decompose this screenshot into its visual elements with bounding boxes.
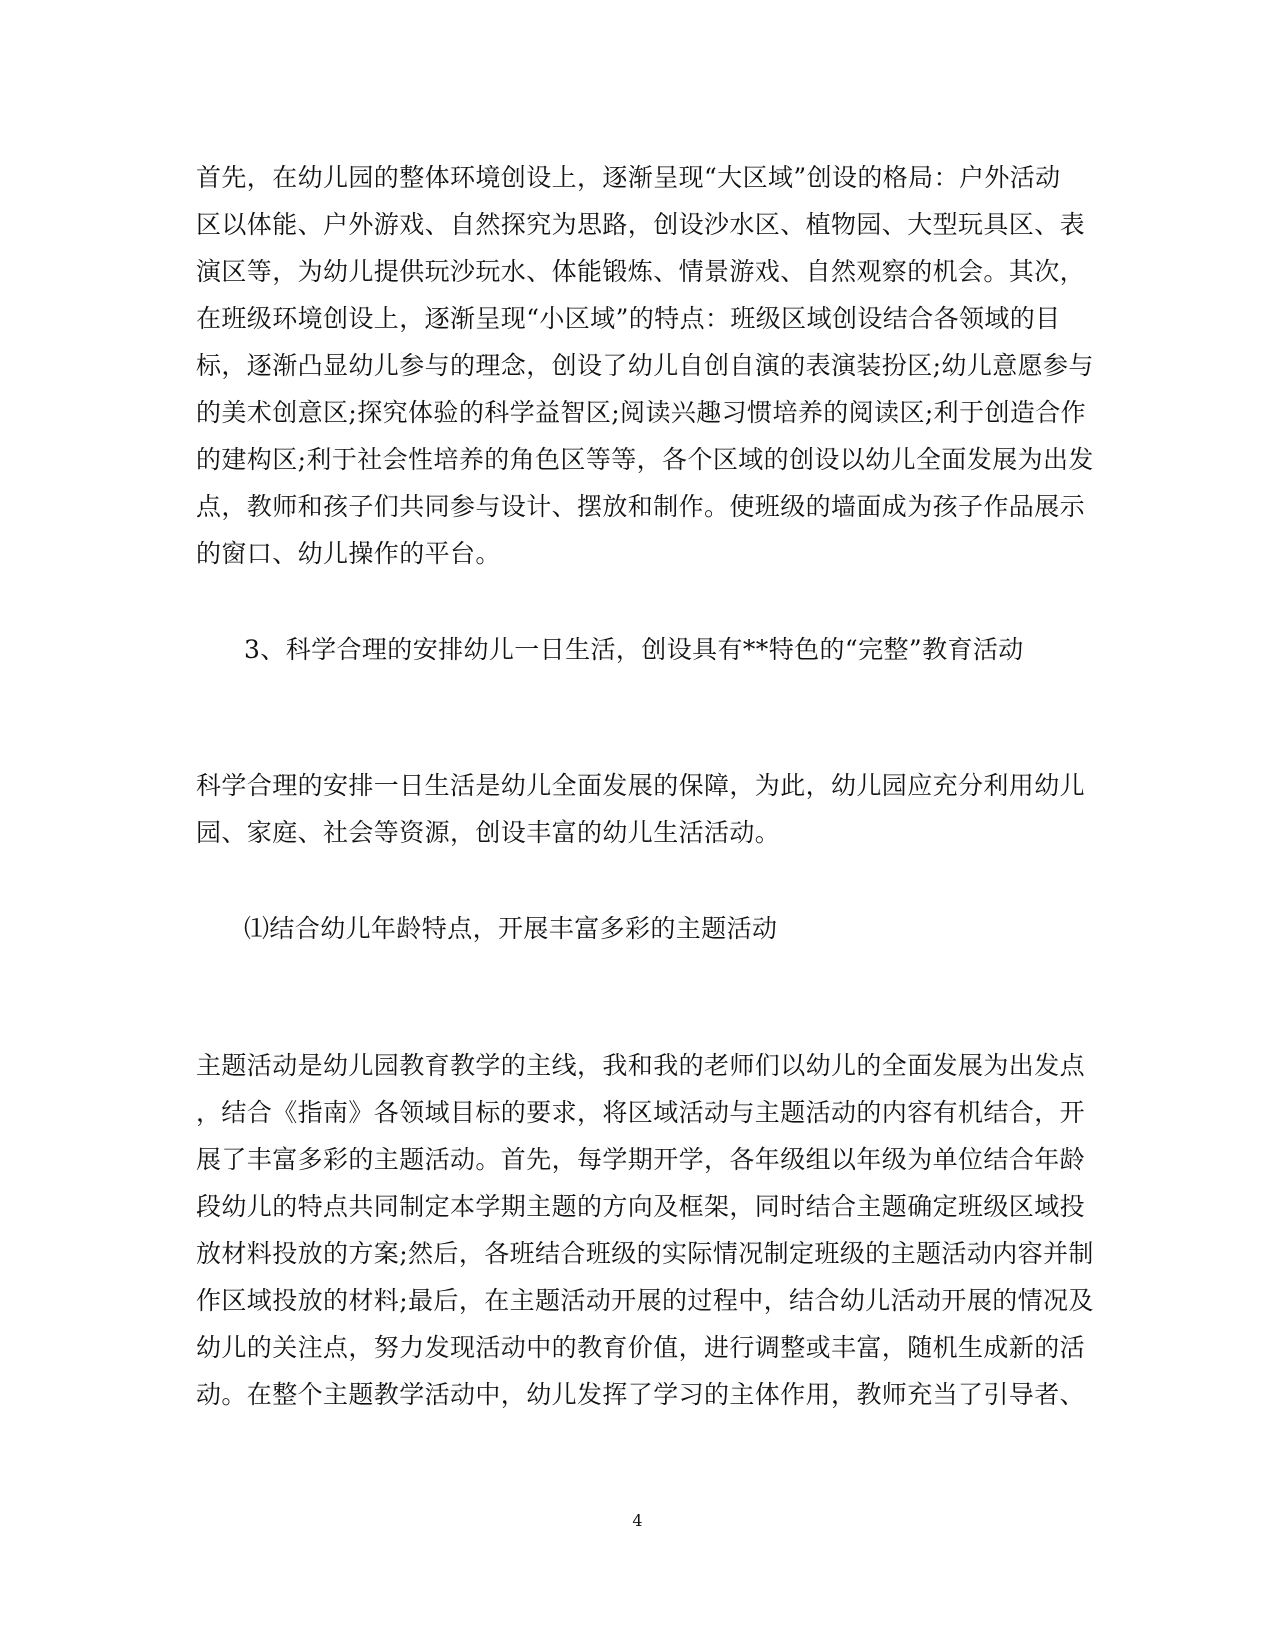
text-line: ，结合《指南》各领域目标的要求，将区域活动与主题活动的内容有机结合，开 <box>196 1098 1086 1127</box>
text-line: 区以体能、户外游戏、自然探究为思路，创设沙水区、植物园、大型玩具区、表 <box>196 210 1086 239</box>
text-line: 的美术创意区;探究体验的科学益智区;阅读兴趣习惯培养的阅读区;利于创造合作 <box>196 398 1087 427</box>
text-line: 科学合理的安排一日生活是幼儿全面发展的保障，为此，幼儿园应充分利用幼儿 <box>196 771 1086 800</box>
text-line: 动。在整个主题教学活动中，幼儿发挥了学习的主体作用，教师充当了引导者、 <box>196 1380 1086 1409</box>
text-line: 标，逐渐凸显幼儿参与的理念，创设了幼儿自创自演的表演装扮区;幼儿意愿参与 <box>196 351 1094 380</box>
text-line: 幼儿的关注点，努力发现活动中的教育价值，进行调整或丰富，随机生成新的活 <box>196 1333 1086 1362</box>
text-line: 首先，在幼儿园的整体环境创设上，逐渐呈现“大区域”创设的格局：户外活动 <box>196 163 1061 192</box>
section-heading-3: 3、科学合理的安排幼儿一日生活，创设具有**特色的“完整”教育活动 <box>244 635 1024 664</box>
text-line: 点，教师和孩子们共同参与设计、摆放和制作。使班级的墙面成为孩子作品展示 <box>196 492 1086 521</box>
subheading-1: ⑴结合幼儿年龄特点，开展丰富多彩的主题活动 <box>244 914 778 943</box>
text-line: 放材料投放的方案;然后，各班结合班级的实际情况制定班级的主题活动内容并制 <box>196 1239 1094 1268</box>
text-line: 园、家庭、社会等资源，创设丰富的幼儿生活活动。 <box>196 818 781 847</box>
text-line: 的建构区;利于社会性培养的角色区等等，各个区域的创设以幼儿全面发展为出发 <box>196 445 1094 474</box>
text-line: 展了丰富多彩的主题活动。首先，每学期开学，各年级组以年级为单位结合年龄 <box>196 1145 1086 1174</box>
text-line: 段幼儿的特点共同制定本学期主题的方向及框架，同时结合主题确定班级区域投 <box>196 1192 1086 1221</box>
text-line: 主题活动是幼儿园教育教学的主线，我和我的老师们以幼儿的全面发展为出发点 <box>196 1051 1086 1080</box>
text-line: 演区等，为幼儿提供玩沙玩水、体能锻炼、情景游戏、自然观察的机会。其次， <box>196 257 1086 286</box>
text-line: 在班级环境创设上，逐渐呈现“小区域”的特点：班级区域创设结合各领域的目 <box>196 304 1061 333</box>
text-line: 的窗口、幼儿操作的平台。 <box>196 539 501 568</box>
page-number: 4 <box>632 1511 643 1530</box>
text-line: 作区域投放的材料;最后，在主题活动开展的过程中，结合幼儿活动开展的情况及 <box>196 1286 1094 1315</box>
